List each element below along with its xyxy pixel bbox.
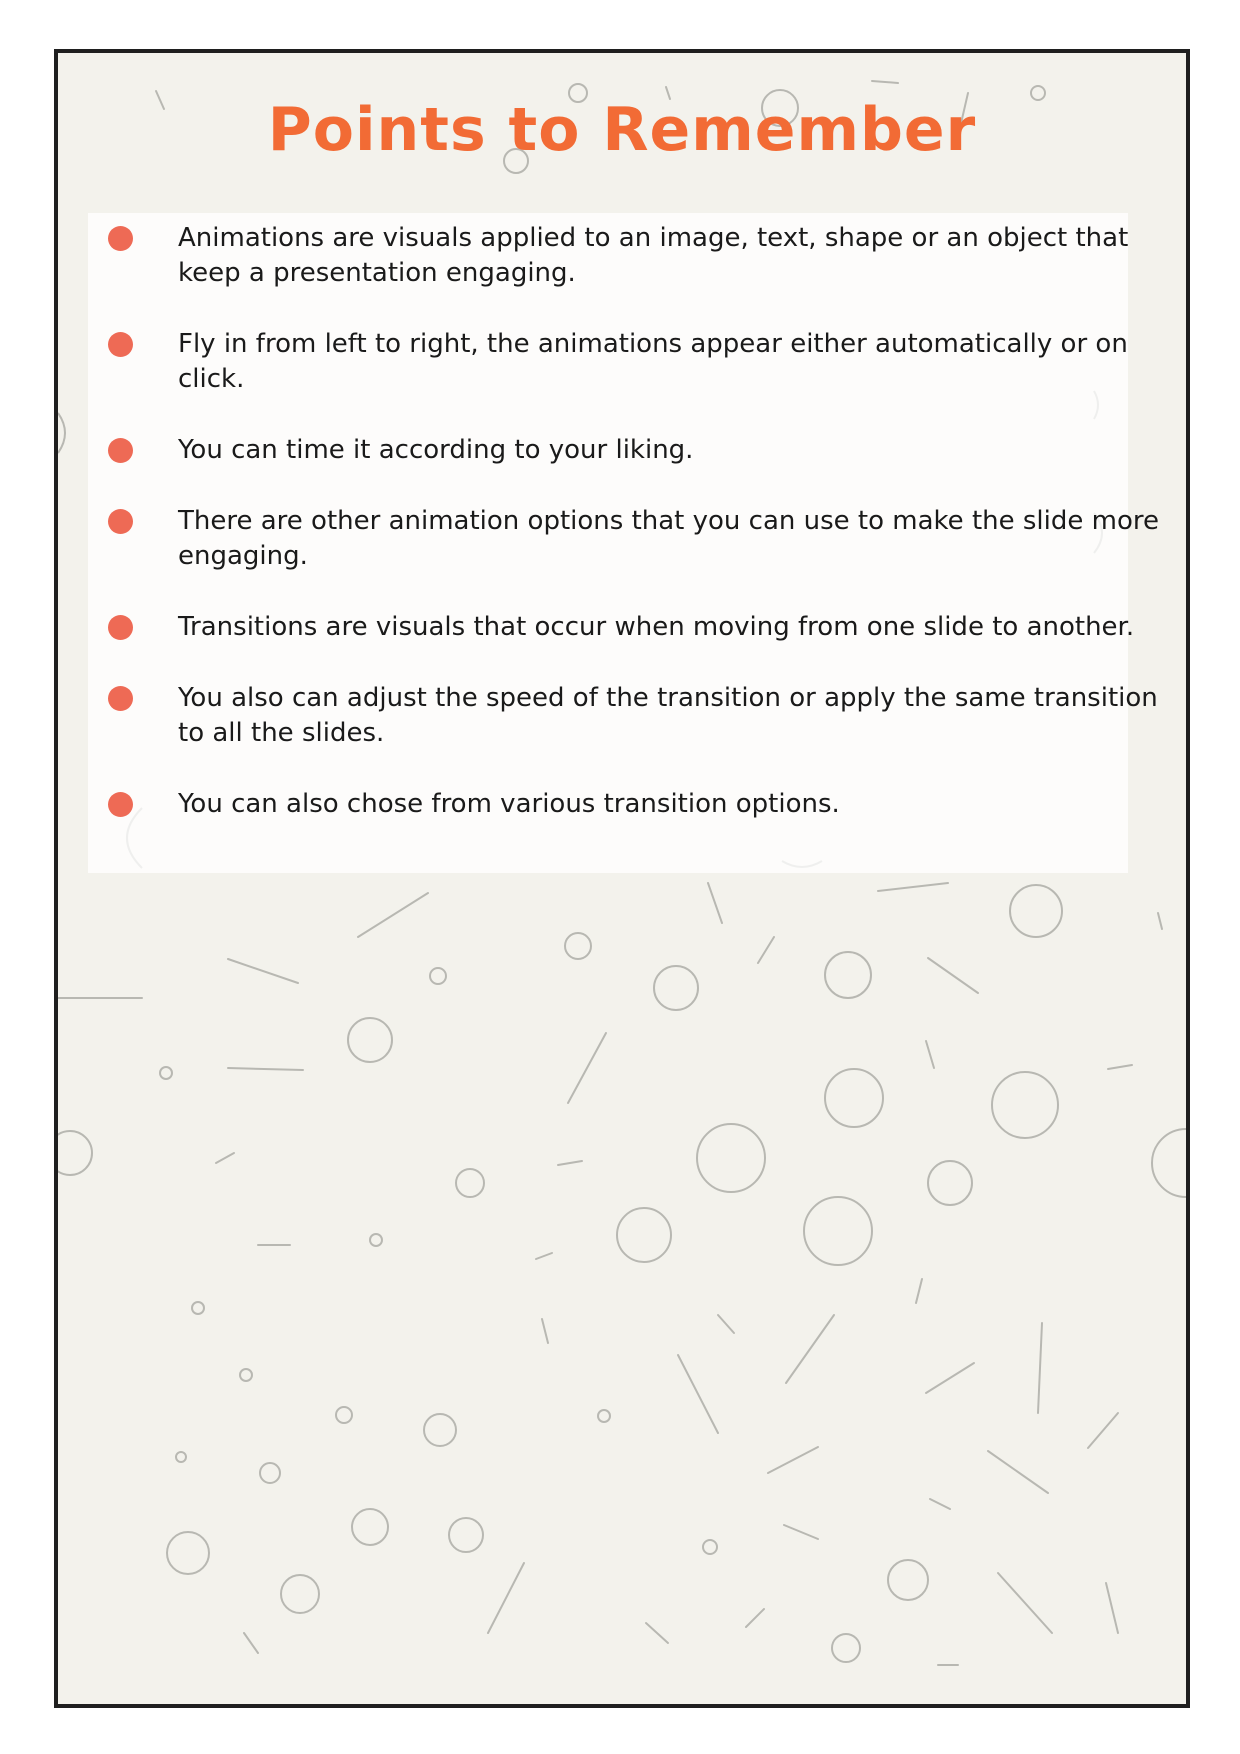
page-title: Points to Remember [267, 95, 977, 165]
point-text: Transitions are visuals that occur when moving from one slide to another. [178, 612, 1135, 642]
point-text: Animations are visuals applied to an image, text, shape or an object that keep a presentation engaging. [178, 223, 1129, 288]
bullet-dot-icon [108, 615, 133, 640]
point-text: You also can adjust the speed of the transition or apply the same transition to all the slides. [178, 683, 1158, 748]
bullet-dot-icon [108, 509, 133, 534]
list-item [94, 787, 1164, 822]
points-list [94, 221, 1164, 858]
bullet-dot-icon [108, 226, 133, 251]
bullet-dot-icon [108, 332, 133, 357]
point-text: There are other animation options that you can use to make the slide more engaging. [178, 506, 1159, 571]
list-item [94, 610, 1164, 645]
bullet-dot-icon [108, 792, 133, 817]
point-text: You can time it according to your liking. [178, 435, 694, 465]
point-text: You can also chose from various transition options. [178, 789, 840, 819]
bullet-dot-icon [108, 686, 133, 711]
list-item [94, 433, 1164, 468]
point-text: Fly in from left to right, the animations appear either automatically or on click. [178, 329, 1128, 394]
worksheet-page [54, 49, 1190, 1708]
list-item [94, 327, 1164, 397]
list-item [94, 681, 1164, 751]
list-item [94, 504, 1164, 574]
bullet-dot-icon [108, 438, 133, 463]
list-item [94, 221, 1164, 291]
